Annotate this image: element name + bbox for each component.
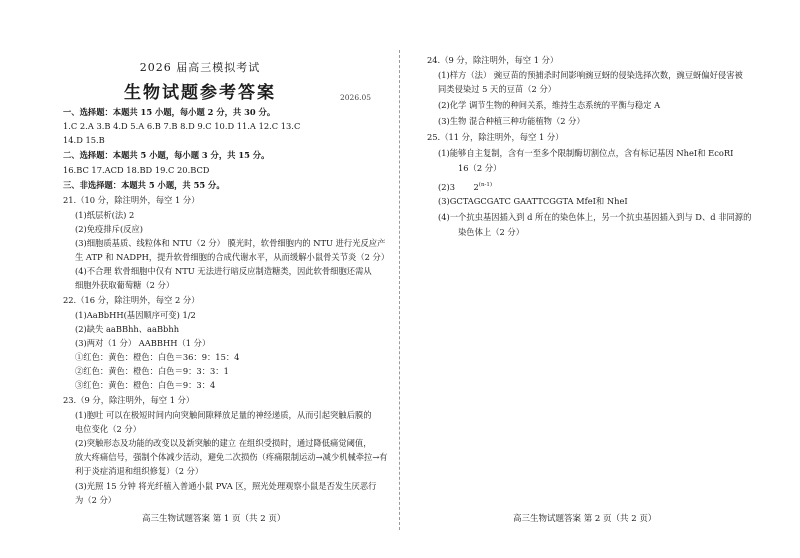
answer-line: 16.BC 17.ACD 18.BD 19.C 20.BCD: [63, 165, 210, 175]
answer-line: 染色体上（2 分）: [458, 227, 524, 237]
answer-line: 14.D 15.B: [63, 135, 105, 145]
answer-line: 16（2 分）: [458, 163, 502, 173]
answer-line: ③红色：黄色：橙色：白色＝9：3：4: [75, 380, 216, 390]
answer-line: (3)GCTAGCGATC GAATTCGGTA MfeⅠ和 NheⅠ: [438, 196, 628, 206]
answer-line: 生 ATP 和 NADPH，提升软骨细胞的合成代谢水平，从而缓解小鼠骨关节炎（2 分）: [75, 252, 390, 262]
question-header: 24.（9 分，除注明外，每空 1 分）: [427, 55, 559, 65]
answer-line: ①红色：黄色：橙色：白色＝36：9：15：4: [75, 352, 240, 362]
answer-line: (3)两对（1 分） AABBHH（1 分）: [75, 338, 211, 348]
question-header: 21.（10 分，除注明外，每空 1 分）: [63, 195, 200, 205]
answer-line: 同类侵染过 5 天的豆苗（2 分）: [438, 84, 557, 94]
answer-line: (1)纸层析(法) 2: [75, 210, 135, 220]
answer-line: (1)能够自主复制，含有一至多个限制酶切割位点，含有标记基因 NheⅠ和 EcoRⅠ: [438, 148, 734, 158]
question-header: 25.（11 分，除注明外，每空 1 分）: [427, 132, 564, 142]
answer-line: (2)缺失 aaBBhh、aaBbhh: [75, 324, 180, 334]
answer-line: (3)生物 混合种植三种功能植物（2 分）: [438, 116, 585, 126]
exam-title: 2026 届高三模拟考试: [139, 61, 261, 74]
section-heading: 三、非选择题：本题共 5 小题，共 55 分。: [63, 180, 225, 190]
answer-line: (2)突触形态及功能的改变以及新突触的建立 在组织受损时，通过降低痛觉阈值，: [75, 438, 372, 448]
answer-line: 利于炎症消退和组织修复）（2 分）: [75, 466, 204, 476]
section-heading: 一、选择题：本题共 15 小题，每小题 2 分，共 30 分。: [63, 107, 276, 117]
answer-part: (2)3: [438, 181, 456, 192]
page-footer: 高三生物试题答案 第 2 页（共 2 页）: [513, 514, 657, 524]
answer-line: (1)胞吐 可以在极短时间内向突触间隙释放足量的神经递质，从而引起突触后膜的: [75, 410, 372, 420]
answer-line: 电位变化（2 分）: [75, 424, 141, 434]
power-base: 2: [473, 181, 479, 192]
page-footer: 高三生物试题答案 第 1 页（共 2 页）: [142, 514, 286, 524]
answer-line: (1)AaBbHH(基因顺序可变) 1/2: [75, 310, 196, 320]
answer-line: (2)化学 调节生物的种间关系，维持生态系统的平衡与稳定 A: [438, 100, 661, 110]
answer-page-2: [400, 0, 800, 558]
answer-line: 放大疼痛信号，强制个体减少活动，避免二次损伤（疼痛限制运动→减少机械牵拉→有: [75, 452, 388, 462]
power-exponent: (n-1): [478, 182, 492, 188]
answer-line: (3)细胞质基质、线粒体和 NTU（2 分） 膜光时，软骨细胞内的 NTU 进行光反应产: [75, 238, 386, 248]
answer-line: (2)免疫排斥(反应): [75, 224, 144, 234]
document-title: 生物试题参考答案: [124, 83, 276, 103]
question-header: 22.（16 分，除注明外，每空 2 分）: [63, 295, 200, 305]
exam-date: 2026.05: [340, 93, 372, 102]
answer-line: (1)样方（法） 豌豆苗的预捕杀时间影响豌豆蚜的侵染选择次数，豌豆蚜偏好侵害被: [438, 70, 743, 80]
answer-line: (4)不合理 软骨细胞中仅有 NTU 无法进行暗反应制造糖类，因此软骨细胞还需从: [75, 266, 372, 276]
section-heading: 二、选择题：本题共 5 小题，每小题 3 分，共 15 分。: [63, 150, 270, 160]
answer-line: (3)光照 15 分钟 将光纤植入普通小鼠 PVA 区，照光处理观察小鼠是否发生厌恶行: [75, 481, 377, 491]
answer-line: (4)一个抗虫基因插入到 d 所在的染色体上，另一个抗虫基因插入到与 D、d 非同源的: [438, 212, 752, 222]
answer-line: 1.C 2.A 3.B 4.D 5.A 6.B 7.B 8.D 9.C 10.D 11.A 12.C 13.C: [63, 121, 301, 131]
answer-line: 细胞外获取葡萄糖（2 分）: [75, 280, 175, 290]
answer-line: 为（2 分）: [75, 495, 117, 505]
answer-line: ②红色：黄色：橙色：白色＝9：3：3：1: [75, 366, 229, 376]
answer-line: [438, 180, 492, 193]
question-header: 23.（9 分，除注明外，每空 1 分）: [63, 395, 195, 405]
